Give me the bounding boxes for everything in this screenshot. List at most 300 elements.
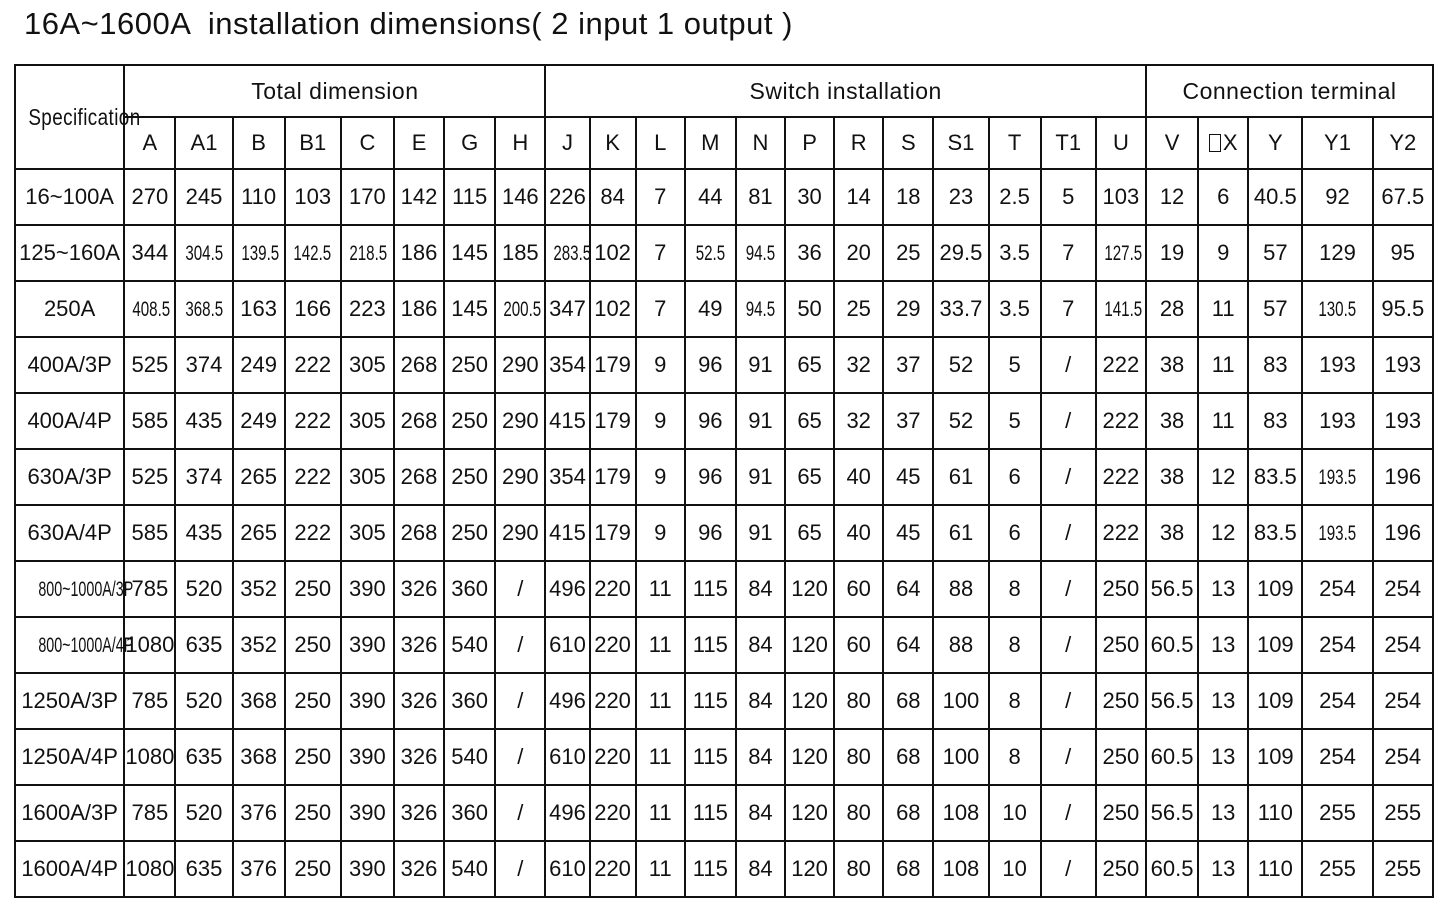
value-cell: 540: [444, 729, 495, 785]
table-row: [15, 169, 1433, 225]
value-cell: 56.5: [1146, 785, 1198, 841]
value-cell: 115: [685, 617, 736, 673]
column-header-b: B: [233, 117, 285, 169]
column-header-r: R: [834, 117, 883, 169]
value-cell: 179: [590, 337, 636, 393]
value-cell: 120: [785, 729, 834, 785]
value-cell: 254: [1302, 561, 1372, 617]
value-cell: 115: [685, 673, 736, 729]
value-cell: 268: [394, 393, 444, 449]
value-cell: 220: [590, 617, 636, 673]
value-cell: 354: [545, 337, 589, 393]
value-cell: /: [495, 729, 545, 785]
dimensions-table: [14, 64, 1434, 898]
value-cell: 785: [124, 561, 175, 617]
value-cell: 7: [636, 281, 685, 337]
value-cell: 610: [545, 729, 589, 785]
value-cell: 254: [1302, 729, 1372, 785]
value-cell: /: [1041, 561, 1096, 617]
value-cell: 415: [545, 505, 589, 561]
value-cell: 374: [175, 337, 232, 393]
column-header-t: T: [989, 117, 1041, 169]
value-cell: 193.5: [1302, 505, 1372, 561]
value-cell: 390: [341, 617, 394, 673]
value-cell: 196: [1373, 449, 1433, 505]
value-cell: 12: [1146, 169, 1198, 225]
value-cell: 360: [444, 561, 495, 617]
value-cell: /: [1041, 617, 1096, 673]
value-cell: 8: [989, 617, 1041, 673]
value-cell: 360: [444, 673, 495, 729]
value-cell: 100: [933, 673, 988, 729]
table-row: [15, 449, 1433, 505]
value-cell: 290: [495, 505, 545, 561]
value-cell: 254: [1373, 729, 1433, 785]
table-row: [15, 617, 1433, 673]
value-cell: 23: [933, 169, 988, 225]
value-cell: 250: [285, 785, 341, 841]
value-cell: /: [1041, 505, 1096, 561]
table-row: [15, 281, 1433, 337]
value-cell: 127.5: [1096, 225, 1146, 281]
value-cell: 193: [1302, 393, 1372, 449]
value-cell: 250: [1096, 729, 1146, 785]
value-cell: 250: [1096, 561, 1146, 617]
value-cell: 250: [444, 337, 495, 393]
value-cell: 120: [785, 561, 834, 617]
value-cell: 347: [545, 281, 589, 337]
value-cell: 13: [1198, 617, 1248, 673]
value-cell: /: [1041, 729, 1096, 785]
value-cell: /: [1041, 449, 1096, 505]
value-cell: 354: [545, 449, 589, 505]
value-cell: 222: [285, 505, 341, 561]
value-cell: 61: [933, 449, 988, 505]
value-cell: 103: [1096, 169, 1146, 225]
spec-cell: 1600A/4P: [15, 841, 124, 897]
table-row: [15, 337, 1433, 393]
value-cell: 9: [636, 505, 685, 561]
spec-cell: 250A: [15, 281, 124, 337]
value-cell: 120: [785, 617, 834, 673]
value-cell: 360: [444, 785, 495, 841]
value-cell: 38: [1146, 337, 1198, 393]
value-cell: 45: [883, 449, 933, 505]
value-cell: 1080: [124, 841, 175, 897]
value-cell: 91: [736, 337, 785, 393]
value-cell: 109: [1248, 561, 1302, 617]
value-cell: 65: [785, 393, 834, 449]
value-cell: 635: [175, 617, 232, 673]
value-cell: /: [1041, 337, 1096, 393]
column-header-y2: Y2: [1373, 117, 1433, 169]
column-header-u: U: [1096, 117, 1146, 169]
table-row: [15, 785, 1433, 841]
value-cell: 610: [545, 841, 589, 897]
value-cell: 179: [590, 449, 636, 505]
value-cell: 222: [285, 393, 341, 449]
value-cell: 96: [685, 337, 736, 393]
value-cell: 102: [590, 281, 636, 337]
value-cell: 83.5: [1248, 449, 1302, 505]
value-cell: 179: [590, 505, 636, 561]
value-cell: 115: [685, 841, 736, 897]
value-cell: 305: [341, 505, 394, 561]
value-cell: 520: [175, 785, 232, 841]
value-cell: 226: [545, 169, 589, 225]
value-cell: 110: [233, 169, 285, 225]
value-cell: 60.5: [1146, 617, 1198, 673]
value-cell: 68: [883, 841, 933, 897]
value-cell: 290: [495, 449, 545, 505]
value-cell: 352: [233, 617, 285, 673]
value-cell: 139.5: [233, 225, 285, 281]
value-cell: 50: [785, 281, 834, 337]
value-cell: 222: [1096, 337, 1146, 393]
value-cell: 102: [590, 225, 636, 281]
value-cell: 540: [444, 617, 495, 673]
value-cell: 249: [233, 337, 285, 393]
value-cell: 326: [394, 729, 444, 785]
value-cell: 170: [341, 169, 394, 225]
value-cell: 200.5: [495, 281, 545, 337]
value-cell: 368.5: [175, 281, 232, 337]
value-cell: 390: [341, 841, 394, 897]
value-cell: 245: [175, 169, 232, 225]
value-cell: 88: [933, 617, 988, 673]
value-cell: 305: [341, 449, 394, 505]
value-cell: 10: [989, 841, 1041, 897]
column-header-h: H: [495, 117, 545, 169]
value-cell: 326: [394, 617, 444, 673]
page-title: 16A~1600A installation dimensions( 2 input 1 output ): [24, 6, 793, 41]
value-cell: 81: [736, 169, 785, 225]
value-cell: /: [1041, 841, 1096, 897]
value-cell: 3.5: [989, 281, 1041, 337]
missing-glyph-icon: [1209, 134, 1221, 152]
table-row: [15, 729, 1433, 785]
value-cell: 13: [1198, 841, 1248, 897]
spec-cell: 16~100A: [15, 169, 124, 225]
value-cell: 290: [495, 393, 545, 449]
table-body: [15, 169, 1433, 897]
value-cell: 68: [883, 673, 933, 729]
value-cell: 52: [933, 337, 988, 393]
value-cell: 25: [834, 281, 883, 337]
value-cell: 64: [883, 561, 933, 617]
value-cell: 44: [685, 169, 736, 225]
value-cell: 193.5: [1302, 449, 1372, 505]
value-cell: 146: [495, 169, 545, 225]
value-cell: 60: [834, 617, 883, 673]
value-cell: 250: [1096, 673, 1146, 729]
value-cell: 255: [1373, 841, 1433, 897]
value-cell: 193: [1302, 337, 1372, 393]
value-cell: 496: [545, 785, 589, 841]
value-cell: 525: [124, 449, 175, 505]
spec-cell: 125~160A: [15, 225, 124, 281]
value-cell: 12: [1198, 449, 1248, 505]
value-cell: 52: [933, 393, 988, 449]
value-cell: 326: [394, 561, 444, 617]
value-cell: 11: [1198, 393, 1248, 449]
value-cell: 110: [1248, 841, 1302, 897]
value-cell: 57: [1248, 225, 1302, 281]
value-cell: 255: [1302, 841, 1372, 897]
value-cell: 19: [1146, 225, 1198, 281]
value-cell: 11: [636, 841, 685, 897]
value-cell: 84: [736, 673, 785, 729]
table-row: [15, 225, 1433, 281]
value-cell: 12: [1198, 505, 1248, 561]
value-cell: 9: [636, 337, 685, 393]
value-cell: 268: [394, 449, 444, 505]
value-cell: 38: [1146, 393, 1198, 449]
value-cell: 326: [394, 673, 444, 729]
value-cell: 96: [685, 449, 736, 505]
spec-cell: 1250A/4P: [15, 729, 124, 785]
value-cell: 250: [1096, 785, 1146, 841]
value-cell: 222: [1096, 393, 1146, 449]
value-cell: 96: [685, 393, 736, 449]
value-cell: 10: [989, 785, 1041, 841]
value-cell: 785: [124, 673, 175, 729]
column-header-c: C: [341, 117, 394, 169]
value-cell: 29.5: [933, 225, 988, 281]
column-header-a: A: [124, 117, 175, 169]
value-cell: 100: [933, 729, 988, 785]
value-cell: 255: [1302, 785, 1372, 841]
column-header-e: E: [394, 117, 444, 169]
value-cell: 265: [233, 505, 285, 561]
group-header-row: [15, 65, 1433, 117]
value-cell: 305: [341, 337, 394, 393]
value-cell: 610: [545, 617, 589, 673]
value-cell: 91: [736, 393, 785, 449]
value-cell: 635: [175, 841, 232, 897]
value-cell: 220: [590, 841, 636, 897]
value-cell: 270: [124, 169, 175, 225]
column-header-b1: B1: [285, 117, 341, 169]
table-row: [15, 841, 1433, 897]
value-cell: 56.5: [1146, 673, 1198, 729]
value-cell: 129: [1302, 225, 1372, 281]
value-cell: 60.5: [1146, 841, 1198, 897]
value-cell: 30: [785, 169, 834, 225]
value-cell: 268: [394, 505, 444, 561]
value-cell: 525: [124, 337, 175, 393]
value-cell: 91: [736, 449, 785, 505]
value-cell: 37: [883, 393, 933, 449]
value-cell: 84: [736, 785, 785, 841]
value-cell: 13: [1198, 729, 1248, 785]
value-cell: 95.5: [1373, 281, 1433, 337]
value-cell: 249: [233, 393, 285, 449]
value-cell: 109: [1248, 673, 1302, 729]
value-cell: 185: [495, 225, 545, 281]
column-header-row: [15, 117, 1433, 169]
value-cell: 6: [1198, 169, 1248, 225]
value-cell: 68: [883, 729, 933, 785]
value-cell: 376: [233, 841, 285, 897]
value-cell: 283.5: [545, 225, 589, 281]
value-cell: 250: [1096, 617, 1146, 673]
value-cell: 290: [495, 337, 545, 393]
value-cell: 94.5: [736, 225, 785, 281]
value-cell: 8: [989, 729, 1041, 785]
value-cell: 374: [175, 449, 232, 505]
value-cell: 115: [685, 785, 736, 841]
value-cell: 11: [636, 617, 685, 673]
value-cell: 305: [341, 393, 394, 449]
value-cell: 7: [636, 169, 685, 225]
value-cell: 250: [444, 449, 495, 505]
spec-cell: 400A/3P: [15, 337, 124, 393]
column-header-x: [1198, 117, 1248, 169]
value-cell: 268: [394, 337, 444, 393]
value-cell: 254: [1302, 673, 1372, 729]
spec-cell: 630A/4P: [15, 505, 124, 561]
value-cell: 220: [590, 673, 636, 729]
value-cell: 520: [175, 561, 232, 617]
value-cell: 40: [834, 505, 883, 561]
value-cell: 2.5: [989, 169, 1041, 225]
value-cell: 11: [636, 673, 685, 729]
value-cell: 91: [736, 505, 785, 561]
value-cell: 9: [1198, 225, 1248, 281]
value-cell: 83.5: [1248, 505, 1302, 561]
value-cell: 7: [1041, 281, 1096, 337]
value-cell: 193: [1373, 337, 1433, 393]
value-cell: 103: [285, 169, 341, 225]
value-cell: 5: [989, 337, 1041, 393]
value-cell: 13: [1198, 785, 1248, 841]
value-cell: 83: [1248, 337, 1302, 393]
value-cell: 368: [233, 729, 285, 785]
value-cell: 255: [1373, 785, 1433, 841]
value-cell: 36: [785, 225, 834, 281]
column-header-m: M: [685, 117, 736, 169]
value-cell: 163: [233, 281, 285, 337]
spec-cell: 1600A/3P: [15, 785, 124, 841]
value-cell: 56.5: [1146, 561, 1198, 617]
value-cell: 45: [883, 505, 933, 561]
value-cell: 80: [834, 785, 883, 841]
value-cell: 250: [285, 729, 341, 785]
value-cell: 38: [1146, 449, 1198, 505]
value-cell: 9: [636, 393, 685, 449]
value-cell: 520: [175, 673, 232, 729]
value-cell: 254: [1373, 673, 1433, 729]
column-header-k: K: [590, 117, 636, 169]
value-cell: 785: [124, 785, 175, 841]
value-cell: 115: [685, 561, 736, 617]
value-cell: 145: [444, 225, 495, 281]
column-header-label: X: [1222, 130, 1238, 155]
value-cell: 108: [933, 785, 988, 841]
value-cell: 120: [785, 785, 834, 841]
spec-cell: 1250A/3P: [15, 673, 124, 729]
value-cell: 108: [933, 841, 988, 897]
value-cell: 250: [444, 505, 495, 561]
value-cell: 220: [590, 729, 636, 785]
value-cell: 7: [636, 225, 685, 281]
table-row: [15, 561, 1433, 617]
value-cell: 18: [883, 169, 933, 225]
value-cell: 84: [590, 169, 636, 225]
value-cell: 32: [834, 337, 883, 393]
value-cell: 368: [233, 673, 285, 729]
value-cell: 585: [124, 505, 175, 561]
value-cell: 193: [1373, 393, 1433, 449]
column-header-l: L: [636, 117, 685, 169]
value-cell: 390: [341, 729, 394, 785]
value-cell: 250: [285, 617, 341, 673]
value-cell: /: [495, 561, 545, 617]
value-cell: 110: [1248, 785, 1302, 841]
value-cell: 6: [989, 449, 1041, 505]
value-cell: 218.5: [341, 225, 394, 281]
value-cell: 94.5: [736, 281, 785, 337]
value-cell: 6: [989, 505, 1041, 561]
value-cell: 60: [834, 561, 883, 617]
value-cell: /: [495, 785, 545, 841]
value-cell: 40.5: [1248, 169, 1302, 225]
value-cell: 68: [883, 785, 933, 841]
value-cell: 33.7: [933, 281, 988, 337]
value-cell: 80: [834, 729, 883, 785]
value-cell: 186: [394, 225, 444, 281]
value-cell: 115: [685, 729, 736, 785]
value-cell: 38: [1146, 505, 1198, 561]
value-cell: 25: [883, 225, 933, 281]
switch-installation-header: Switch installation: [545, 65, 1146, 117]
value-cell: 11: [636, 785, 685, 841]
column-header-a1: A1: [175, 117, 232, 169]
value-cell: /: [495, 673, 545, 729]
value-cell: 254: [1373, 561, 1433, 617]
column-header-j: J: [545, 117, 589, 169]
value-cell: 61: [933, 505, 988, 561]
value-cell: 92: [1302, 169, 1372, 225]
value-cell: 29: [883, 281, 933, 337]
value-cell: 40: [834, 449, 883, 505]
column-header-s1: S1: [933, 117, 988, 169]
value-cell: 65: [785, 505, 834, 561]
value-cell: 5: [989, 393, 1041, 449]
specification-header: Specification: [15, 65, 124, 169]
value-cell: 254: [1373, 617, 1433, 673]
value-cell: 145: [444, 281, 495, 337]
value-cell: 109: [1248, 729, 1302, 785]
value-cell: 52.5: [685, 225, 736, 281]
value-cell: 80: [834, 673, 883, 729]
value-cell: 435: [175, 393, 232, 449]
value-cell: 1080: [124, 617, 175, 673]
value-cell: 84: [736, 841, 785, 897]
value-cell: 376: [233, 785, 285, 841]
column-header-n: N: [736, 117, 785, 169]
value-cell: 11: [1198, 337, 1248, 393]
value-cell: 96: [685, 505, 736, 561]
value-cell: 11: [1198, 281, 1248, 337]
value-cell: 222: [285, 337, 341, 393]
value-cell: 326: [394, 841, 444, 897]
value-cell: 20: [834, 225, 883, 281]
value-cell: 186: [394, 281, 444, 337]
value-cell: 64: [883, 617, 933, 673]
value-cell: /: [1041, 673, 1096, 729]
